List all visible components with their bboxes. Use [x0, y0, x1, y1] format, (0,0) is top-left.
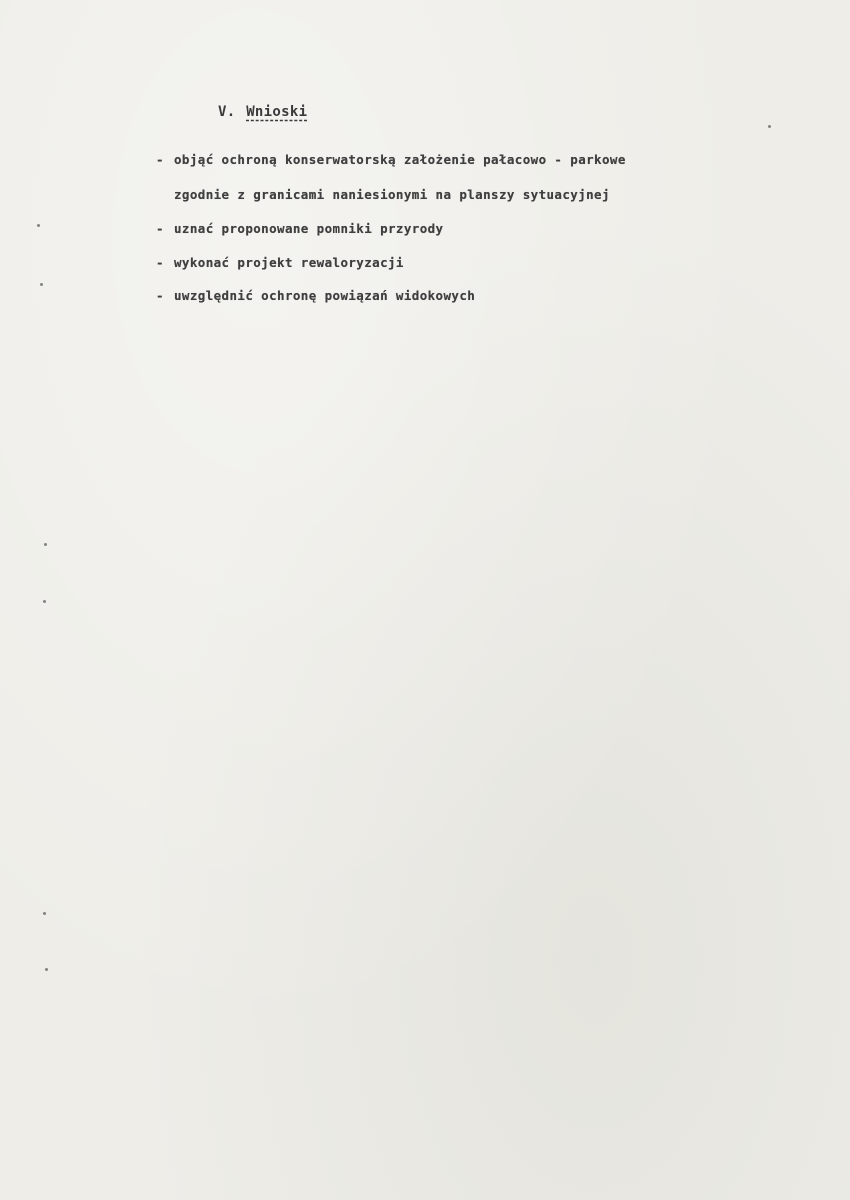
paper-speck: [768, 125, 771, 128]
list-item: [156, 288, 475, 303]
list-item: [156, 152, 626, 167]
section-number: V.: [218, 104, 236, 120]
paper-speck: [43, 912, 46, 915]
paper-speck: [43, 600, 46, 603]
bullet-dash: -: [156, 152, 164, 167]
bullet-dash: -: [156, 255, 164, 270]
list-item-text: zgodnie z granicami naniesionymi na planszy sytuacyjnej: [174, 187, 610, 202]
section-title: Wnioski: [246, 104, 308, 120]
paper-speck: [40, 283, 43, 286]
bullet-dash: -: [156, 221, 164, 236]
paper-speck: [45, 968, 48, 971]
list-item: [156, 221, 443, 236]
section-heading: [218, 104, 307, 120]
list-item-text: wykonać projekt rewaloryzacji: [174, 255, 404, 270]
list-item-text: uznać proponowane pomniki przyrody: [174, 221, 444, 236]
paper-speck: [37, 224, 40, 227]
list-item-text: uwzględnić ochronę powiązań widokowych: [174, 288, 476, 303]
bullet-dash: -: [156, 288, 164, 303]
list-item: [156, 255, 404, 270]
list-item-continuation: [174, 187, 610, 202]
paper-speck: [44, 543, 47, 546]
list-item-text: objąć ochroną konserwatorską założenie pałacowo - parkowe: [174, 152, 626, 167]
